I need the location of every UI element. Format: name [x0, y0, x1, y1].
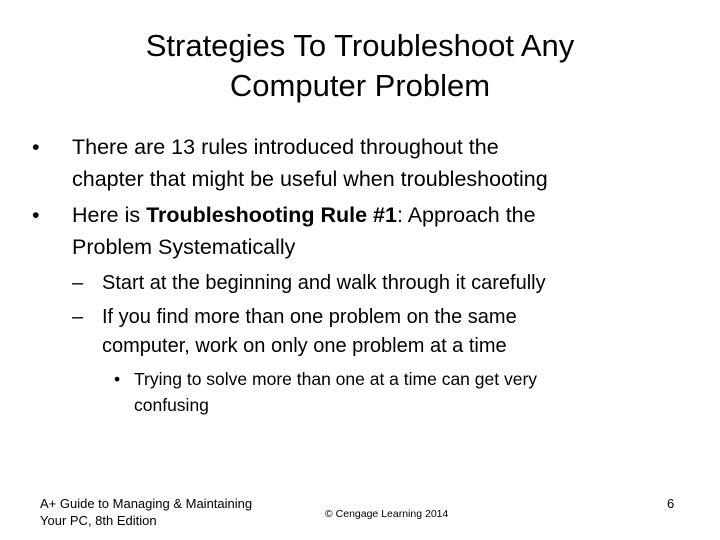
sub-sub-bullet-marker: • [114, 369, 121, 389]
sub-sub-bullet-1-line-1: Trying to solve more than one at a time can get very [134, 369, 538, 389]
bullet-marker: • [32, 135, 40, 159]
bullet-2-suffix: : Approach the [396, 203, 536, 227]
bullet-2-line-1 [72, 199, 536, 231]
bullet-1-line-2: chapter that might be useful when troubleshooting [72, 167, 548, 191]
troubleshooting-rule-label: Troubleshooting Rule #1 [146, 203, 397, 227]
sub-bullet-1-line-1: Start at the beginning and walk through it carefully [102, 272, 546, 294]
sub-bullet-2-line-2: computer, work on only one problem at a time [102, 335, 507, 357]
bullet-2-prefix: Here is [72, 203, 147, 227]
footer-book-title-line-1: A+ Guide to Managing & Maintaining [40, 496, 253, 511]
sub-bullet-marker: – [72, 306, 84, 328]
footer-copyright: © Cengage Learning 2014 [325, 508, 449, 520]
bullet-marker: • [32, 203, 40, 227]
bullet-2-line-2: Problem Systematically [72, 235, 296, 259]
footer-book-title [40, 495, 252, 529]
sub-sub-bullet-1-line-2: confusing [134, 395, 209, 415]
sub-bullet-2-line-1: If you find more than one problem on the same [102, 306, 517, 328]
bullet-1-line-1: There are 13 rules introduced throughout the [72, 135, 499, 159]
slide-title-line-2: Computer Problem [229, 68, 491, 103]
footer-book-title-line-2: Your PC, 8th Edition [40, 513, 157, 528]
sub-bullet-marker: – [72, 272, 84, 294]
slide-title-line-1: Strategies To Troubleshoot Any [145, 28, 575, 63]
slide-page-number: 6 [667, 496, 675, 511]
